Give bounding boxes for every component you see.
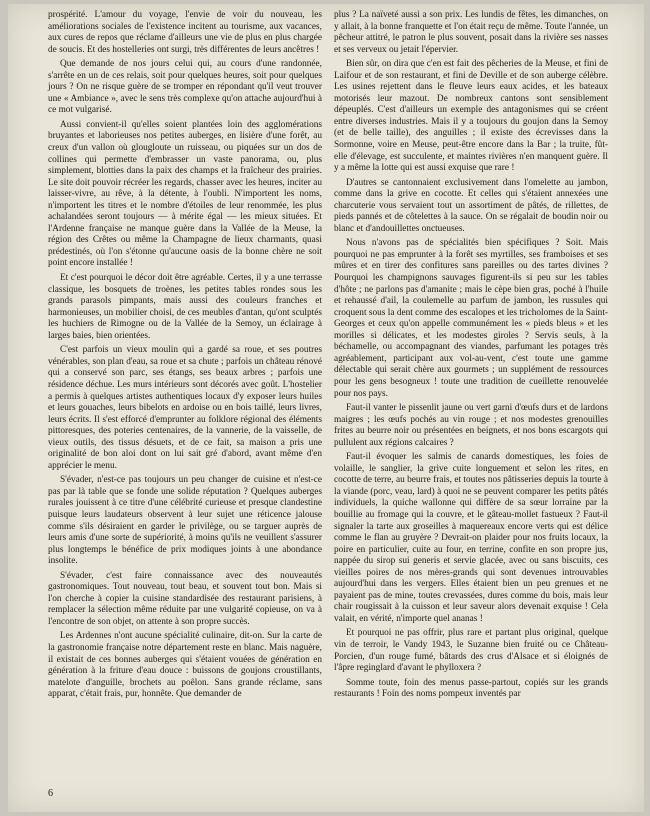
paragraph: Somme toute, foin des menus passe-partout, copiés sur les grands restaurants ! Foin des noms pompeux inventés par (334, 677, 608, 700)
paragraph: prospérité. L'amour du voyage, l'envie de voir du nouveau, les améliorations sociales de l'existence incitent au tourisme, aux vacances, aux cures de repos que réclame d'ailleurs une vie de plus en plus chargée de soucis. Et des hostelleries ont surgi, très différentes de leurs ancêtres ! (48, 10, 322, 55)
paragraph: Bien sûr, on dira que c'en est fait des pêcheries de la Meuse, et fini de Laifour et de son restaurant, et fini de Deville et de son auberge célèbre. Les usines rejettent dans le fleuve leurs eaux acides, et les bateaux motorisés leur mazout. De nombreux cantons sont sensiblement dépeuplés. C'est d'ailleurs un exemple des antagonismes qui se créent entre diverses industries. Mais il y a toujours du goujon dans la Semoy (et de belle taille), des anguilles ; il existe des écrevisses dans la Sormonne, voire en Meuse, peut-être encore dans la Bar ; la truite, fût-elle d'élevage, est succulente, et maintes rivières n'en manquent guère. Il y a même la lotte qui est aussi exquise que rare ! (334, 59, 608, 174)
paragraph: S'évader, n'est-ce pas toujours un peu changer de cuisine et n'est-ce pas par là table que se fonde une solide réputation ? Quelques auberges rurales jouissent à ce titre d'une célébrité curieuse et presque clandestine puisque leurs laudateurs observent à leur sujet une réticence jalouse comme s'ils désiraient en garder le privilège, ou se targuer auprès de leurs amis d'une sorte de supériorité, à moins qu'ils ne veuillent s'assurer plus longtemps le bénéfice de prix modiques joints à une abondance insolite. (48, 475, 322, 567)
paragraph: Faut-il évoquer les salmis de canards domestiques, les foies de volaille, le sanglier, la grive cuite longuement et selon les rites, en cocotte de terre, au beurre frais, et toutes nos pâtisseries depuis la tourte à la viande (porc, veau, lard) à quoi ne se peuvent comparer les petits pâtés individuels, la quiche wallonne qui diffère de sa sœur lorraine par la bouillie au fromage qui la couvre, et le gâteau-mollet fastueux ? Faut-il signaler la tarte aux groseilles à maquereaux encore verts qui est délice comme le flan au gruyère ? Devrait-on plaider pour nos fruits locaux, la poire en particulier, cuite au four, en terrine, confite en son propre jus, nappée du sirop sui generis et servie glacée, avec ou sans biscuits, ces vieilles poires de nos mères-grands qui sont devenues introuvables aujourd'hui dans les vergers. Elles étaient bien un peu grenues et ne payaient pas de mine, toutes crevassées, dures comme du bois, mais leur chair rougissait à la cuisson et leur saveur alors devenait exquise ! Cela valait, en vérité, n'importe quel ananas ! (334, 452, 608, 624)
page-number: 6 (48, 788, 53, 799)
paragraph: Que demande de nos jours celui qui, au cours d'une randonnée, s'arrête en un de ces relais, soit pour quelques heures, soit pour quelques jours ? On ne risque guère de se tromper en répondant qu'il veut trouver une « Ambiance », avec le sens très complexe qu'on attache aujourd'hui à ce mot vulgarisé. (48, 59, 322, 116)
paragraph: Nous n'avons pas de spécialités bien spécifiques ? Soit. Mais pourquoi ne pas emprunter à la forêt ses myrtilles, ses framboises et ses mûres et en tirer des confitures sans pareilles ou des tartes divines ? Pourquoi les champignons sauvages figurent-ils si peu sur les tables d'hôte ; ne parlons pas d'amanite ; mais le cèpe bien gras, poché à l'huile et rehaussé d'ail, la coulemelle au parfum de jambon, les russules qui croquent sous la dent comme des escalopes et les tricholomes de la Saint-Georges et ceux qu'on appelle communément les « pieds bleus » et les morilles si délicates, et les modestes giroles ? Servis seuls, à la béchamelle, ou accompagnant des viandes, parfumant les potages très agréablement, participant aux vol-au-vent, c'est toute une gamme délectable qui serait chère aux gourmets ; un supplément de ressources pour les gens besogneux ! toute une tradition de cueillette renouvelée pour nos pays. (334, 238, 608, 399)
book-page (8, 4, 644, 812)
paragraph: plus ? La naïveté aussi a son prix. Les lundis de fêtes, les dimanches, on y allait, à la bonne franquette et l'on était reçu de même. Toute l'année, un pêcheur attitré, le patron le plus souvent, posait dans la rivière ses nasses et ses verveux ou jetait l'épervier. (334, 10, 608, 55)
paragraph: C'est parfois un vieux moulin qui a gardé sa roue, et ses poutres vénérables, son plan d'eau, sa roue et sa chute ; parfois un château rénové qui a conservé son parc, ses étangs, ses beaux arbres ; parfois une résidence déchue. Les murs intérieurs sont décorés avec goût. L'hostelier a permis à quelques artistes authentiques locaux d'y exposer leurs huiles et leurs gouaches, leurs bibelots en ardoise ou en bois taillé, leurs livres, leurs écrits. Il s'est efforcé d'emprunter au folklore régional des éléments pittoresques, des poteries centenaires, de la vannerie, de la vaisselle, de vieux outils, des tissus désuets, et de ce fait, sa maison a pris une originalité de bon aloi dont on lui sait gré d'abord, avant même d'en apprécier le menu. (48, 345, 322, 471)
paragraph: Et pourquoi ne pas offrir, plus rare et partant plus original, quelque vin de terroir, le Vandy 1943, le Suzanne bien fruité ou ce Château-Porcien, d'un rouge fumé, bâtards des crus d'Alsace et si éloignés de l'âpre reginglard d'avant le phylloxera ? (334, 628, 608, 674)
paragraph: Aussi convient-il qu'elles soient plantées loin des agglomérations bruyantes et laborieuses nos petites auberges, en lisière d'une forêt, au creux d'un vallon où glougloute un ruisseau, ou piquées sur un dos de collines qui permette d'embrasser un vaste panorama, ou, plus simplement, blotties dans la paix des champs et la fraîcheur des prairies. Le site doit pouvoir récréer les regards, chasser avec les heures, inciter au laisser-vivre, au rêve, à la détente, à l'oubli. N'importent les noms, n'importent les titres et le nombre d'étoiles de leur renommée, les plus achalandées seront toujours — à mérite égal — les mieux situées. Et l'Ardenne française ne manque guère dans la Vallée de la Meuse, la région des Crêtes ou même la Champagne de lieux charmants, quasi prédestinés, où l'on s'étonne qu'aucune oasis de la bonne chère ne soit point encore installée ! (48, 119, 322, 269)
paragraph: Faut-il vanter le pissenlit jaune ou vert garni d'œufs durs et de lardons maigres ; les œufs pochés au vin rouge ; et nos modestes grenouilles frites au beurre noir ou présentées en beignets, et nos bons escargots qui pullulent aux régions calcaires ? (334, 403, 608, 448)
right-text-column (334, 10, 608, 701)
paragraph: Et c'est pourquoi le décor doit être agréable. Certes, il y a une terrasse classique, les bosquets de troènes, les petites tables rondes sous les grands parasols pimpants, mais aussi des couleurs franches et harmonieuses, un mobilier choisi, de ces meubles d'antan, qu'ont sculptés les huchiers de Rimogne ou de la Vallée de la Semoy, un éclairage à larges baies, bien orientées. (48, 273, 322, 341)
paragraph: D'autres se cantonnaient exclusivement dans l'omelette au jambon, comme dans la grive en cocotte. Et celles qui s'étaient annexées une charcuterie vous servaient tout un assortiment de pâtés, de rillettes, de pieds pannés et de côtelettes à la sauce. On se régalait de boudin noir ou blanc et d'andouillettes onctueuses. (334, 177, 608, 234)
paragraph: S'évader, c'est faire connaissance avec des nouveautés gastronomiques. Tout nouveau, tout beau, et souvent tout bon. Mais si l'on cherche à copier la cuisine standardisée des restaurant parisiens, à remplacer la sélection même réduite par une vulgarité copieuse, on va à l'encontre de son objet, on attente à son propre succès. (48, 570, 322, 627)
paragraph: Les Ardennes n'ont aucune spécialité culinaire, dit-on. Sur la carte de la gastronomie française notre département reste en blanc. Mais naguère, il existait de ces bonnes auberges qui s'étaient vouées de génération en génération à la friture d'eau douce : buissons de goujons croustillants, matelote d'anguille, brochets au poêlon. Sans grande réclame, sans apparat, c'était frais, pur, honnête. Que demander de (48, 631, 322, 700)
left-text-column (48, 10, 322, 701)
